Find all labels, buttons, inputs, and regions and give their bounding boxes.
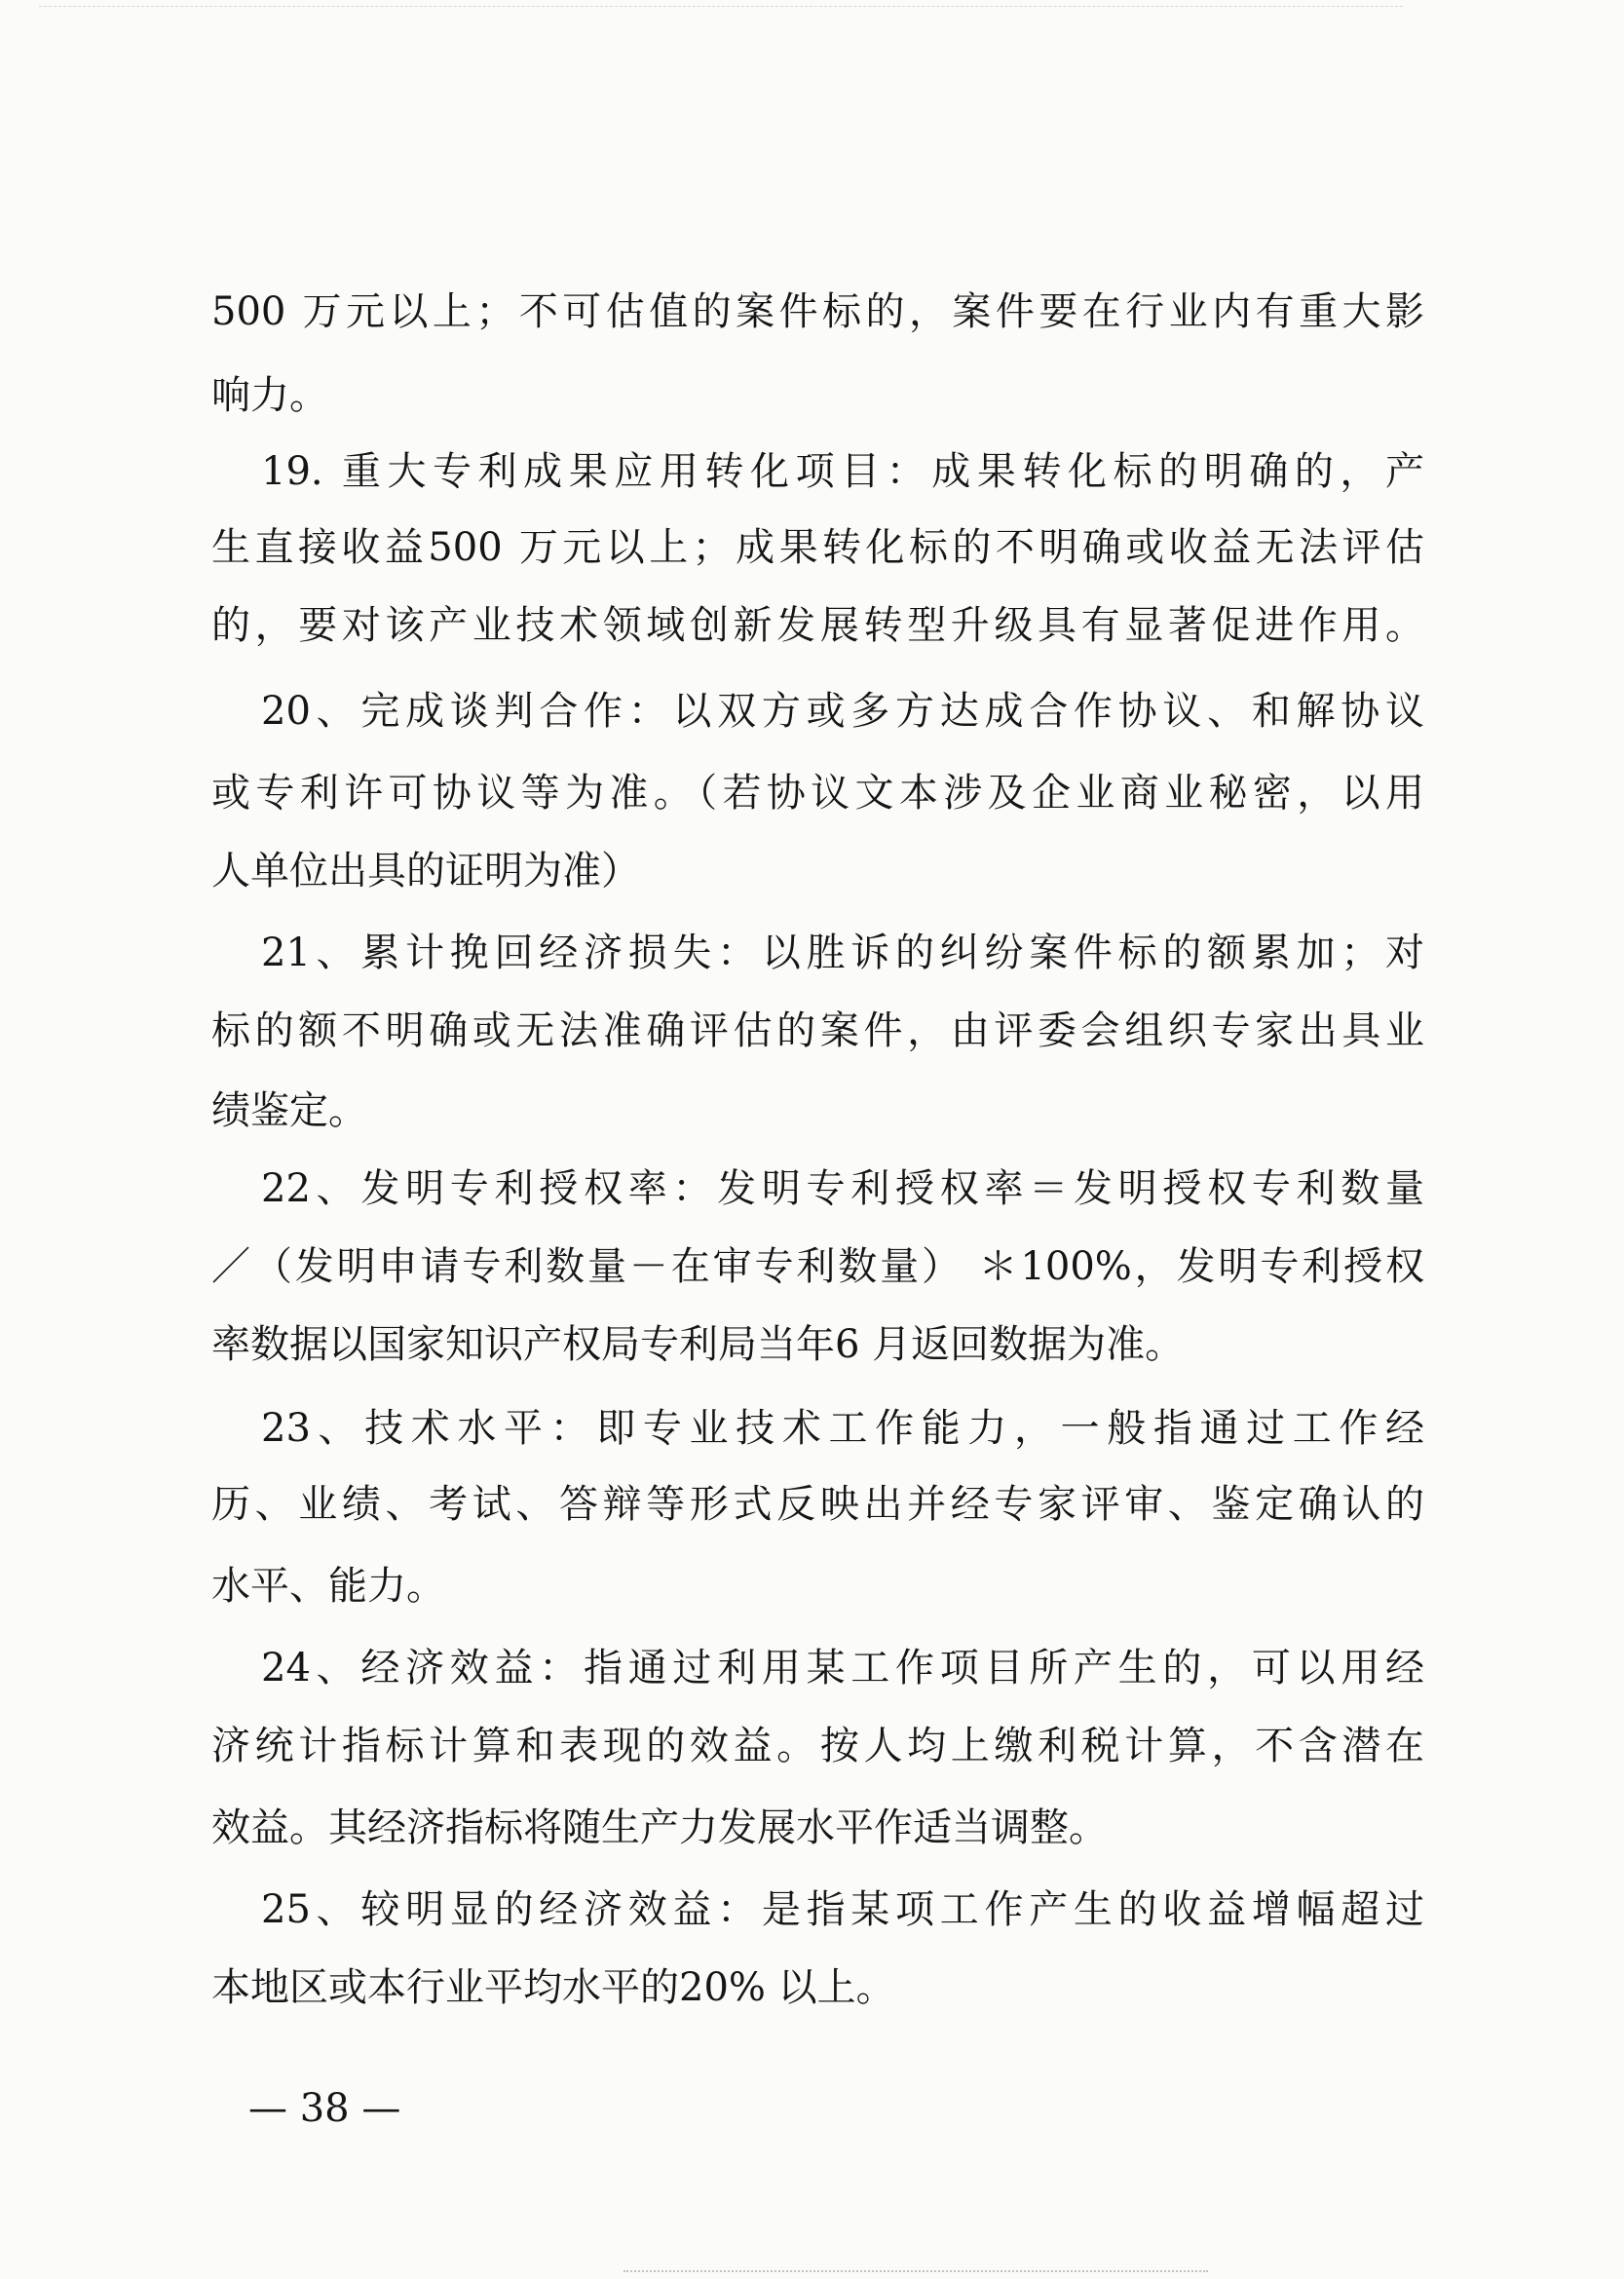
text-line: ／（发明申请专利数量－在审专利数量） ＊100%，发明专利授权 (211, 1244, 1424, 1289)
text-line: 济统计指标计算和表现的效益。按人均上缴利税计算，不含潜在 (211, 1724, 1424, 1768)
text-line: 23、技术水平：即专业技术工作能力，一般指通过工作经 (261, 1406, 1424, 1451)
text-line: 率数据以国家知识产权局专利局当年6 月返回数据为准。 (211, 1322, 1185, 1367)
text-line: 标的额不明确或无法准确评估的案件，由评委会组织专家出具业 (211, 1008, 1424, 1053)
text-line: 24、经济效益：指通过利用某工作项目所产生的，可以用经 (261, 1646, 1424, 1690)
page-number: — 38 — (248, 2086, 401, 2131)
text-line: 22、发明专利授权率：发明专利授权率＝发明授权专利数量 (261, 1166, 1424, 1211)
text-line: 历、业绩、考试、答辩等形式反映出并经专家评审、鉴定确认的 (211, 1482, 1424, 1527)
text-line: 本地区或本行业平均水平的20% 以上。 (211, 1965, 895, 2010)
text-line: 或专利许可协议等为准。（若协议文本涉及企业商业秘密，以用 (211, 771, 1424, 816)
text-line: 响力。 (211, 373, 328, 418)
text-line: 效益。其经济指标将随生产力发展水平作适当调整。 (211, 1805, 1108, 1850)
scan-artifact-bottom (623, 2260, 1208, 2272)
text-line: 21、累计挽回经济损失：以胜诉的纠纷案件标的额累加；对 (261, 931, 1424, 975)
text-line: 绩鉴定。 (211, 1088, 367, 1133)
scan-artifact-top (39, 6, 1403, 20)
text-line: 25、较明显的经济效益：是指某项工作产生的收益增幅超过 (261, 1887, 1424, 1932)
text-line: 人单位出具的证明为准） (211, 849, 640, 893)
text-line: 生直接收益500 万元以上；成果转化标的不明确或收益无法评估 (211, 525, 1424, 570)
text-line: 的，要对该产业技术领域创新发展转型升级具有显著促进作用。 (211, 603, 1424, 648)
text-line: 19. 重大专利成果应用转化项目：成果转化标的明确的，产 (261, 449, 1424, 494)
text-line: 水平、能力。 (211, 1564, 445, 1609)
text-line: 500 万元以上；不可估值的案件标的，案件要在行业内有重大影 (211, 289, 1424, 334)
text-line: 20、完成谈判合作：以双方或多方达成合作协议、和解协议 (261, 689, 1424, 734)
